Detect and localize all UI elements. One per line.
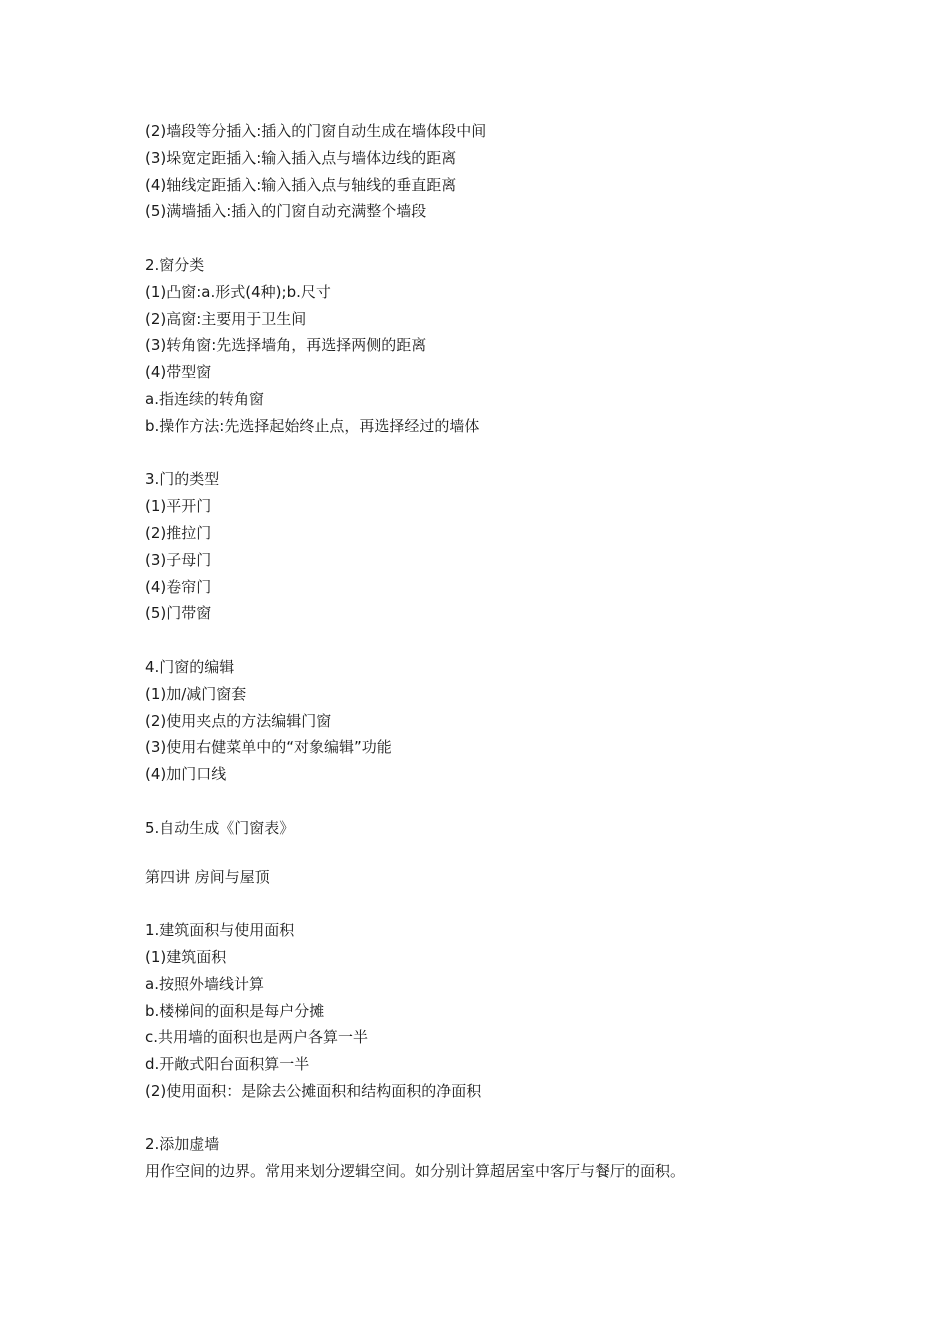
text-line: (3)子母门	[145, 550, 212, 569]
text-line: (1)加/减门窗套	[145, 684, 247, 703]
section-heading: 3.门的类型	[145, 470, 220, 489]
section-heading: 1.建筑面积与使用面积	[145, 921, 295, 940]
text-line: (3)使用右健菜单中的“对象编辑”功能	[145, 738, 392, 757]
text-line: (5)门带窗	[145, 604, 212, 623]
text-line: (1)建筑面积	[145, 947, 227, 966]
text-line: (3)转角窗:先选择墙角，再选择两侧的距离	[145, 336, 427, 355]
blank-line	[145, 225, 845, 252]
blank-line	[145, 842, 845, 864]
text-line: (2)使用面积：是除去公摊面积和结构面积的净面积	[145, 1081, 482, 1100]
chapter-title: 第四讲 房间与屋顶	[145, 867, 270, 886]
blank-line	[145, 1105, 845, 1132]
blank-line	[145, 788, 845, 815]
text-line: d.开敞式阳台面积算一半	[145, 1055, 310, 1074]
text-line: (4)轴线定距插入:输入插入点与轴线的垂直距离	[145, 175, 457, 194]
text-line: (3)垛宽定距插入:输入插入点与墙体边线的距离	[145, 148, 457, 167]
section-heading: 4.门窗的编辑	[145, 657, 235, 676]
text-line: (2)使用夹点的方法编辑门窗	[145, 711, 332, 730]
section-heading: 5.自动生成《门窗表》	[145, 818, 295, 837]
section-heading: 2.添加虚墙	[145, 1135, 220, 1154]
text-line: (1)凸窗:a.形式(4种);b.尺寸	[145, 282, 331, 301]
text-line: b.操作方法:先选择起始终止点，再选择经过的墙体	[145, 416, 480, 435]
text-line: a.指连续的转角窗	[145, 389, 264, 408]
text-line: b.楼梯间的面积是每户分摊	[145, 1001, 325, 1020]
text-line: (4)带型窗	[145, 363, 212, 382]
text-line: (4)卷帘门	[145, 577, 212, 596]
text-line: (2)墙段等分插入:插入的门窗自动生成在墙体段中间	[145, 122, 487, 140]
text-line: 用作空间的边界。常用来划分逻辑空间。如分别计算超居室中客厅与餐厅的面积。	[145, 1162, 686, 1181]
blank-line	[145, 627, 845, 654]
text-line: (2)推拉门	[145, 523, 212, 542]
text-line: (1)平开门	[145, 497, 212, 516]
text-line: (2)高窗:主要用于卫生间	[145, 309, 307, 328]
text-line: (4)加门口线	[145, 765, 227, 784]
section-heading: 2.窗分类	[145, 255, 205, 274]
text-line: (5)满墙插入:插入的门窗自动充满整个墙段	[145, 202, 427, 221]
document-body	[145, 118, 845, 1185]
blank-line	[145, 890, 845, 917]
blank-line	[145, 440, 845, 467]
text-line: c.共用墙的面积也是两户各算一半	[145, 1028, 369, 1047]
text-line: a.按照外墙线计算	[145, 974, 264, 993]
